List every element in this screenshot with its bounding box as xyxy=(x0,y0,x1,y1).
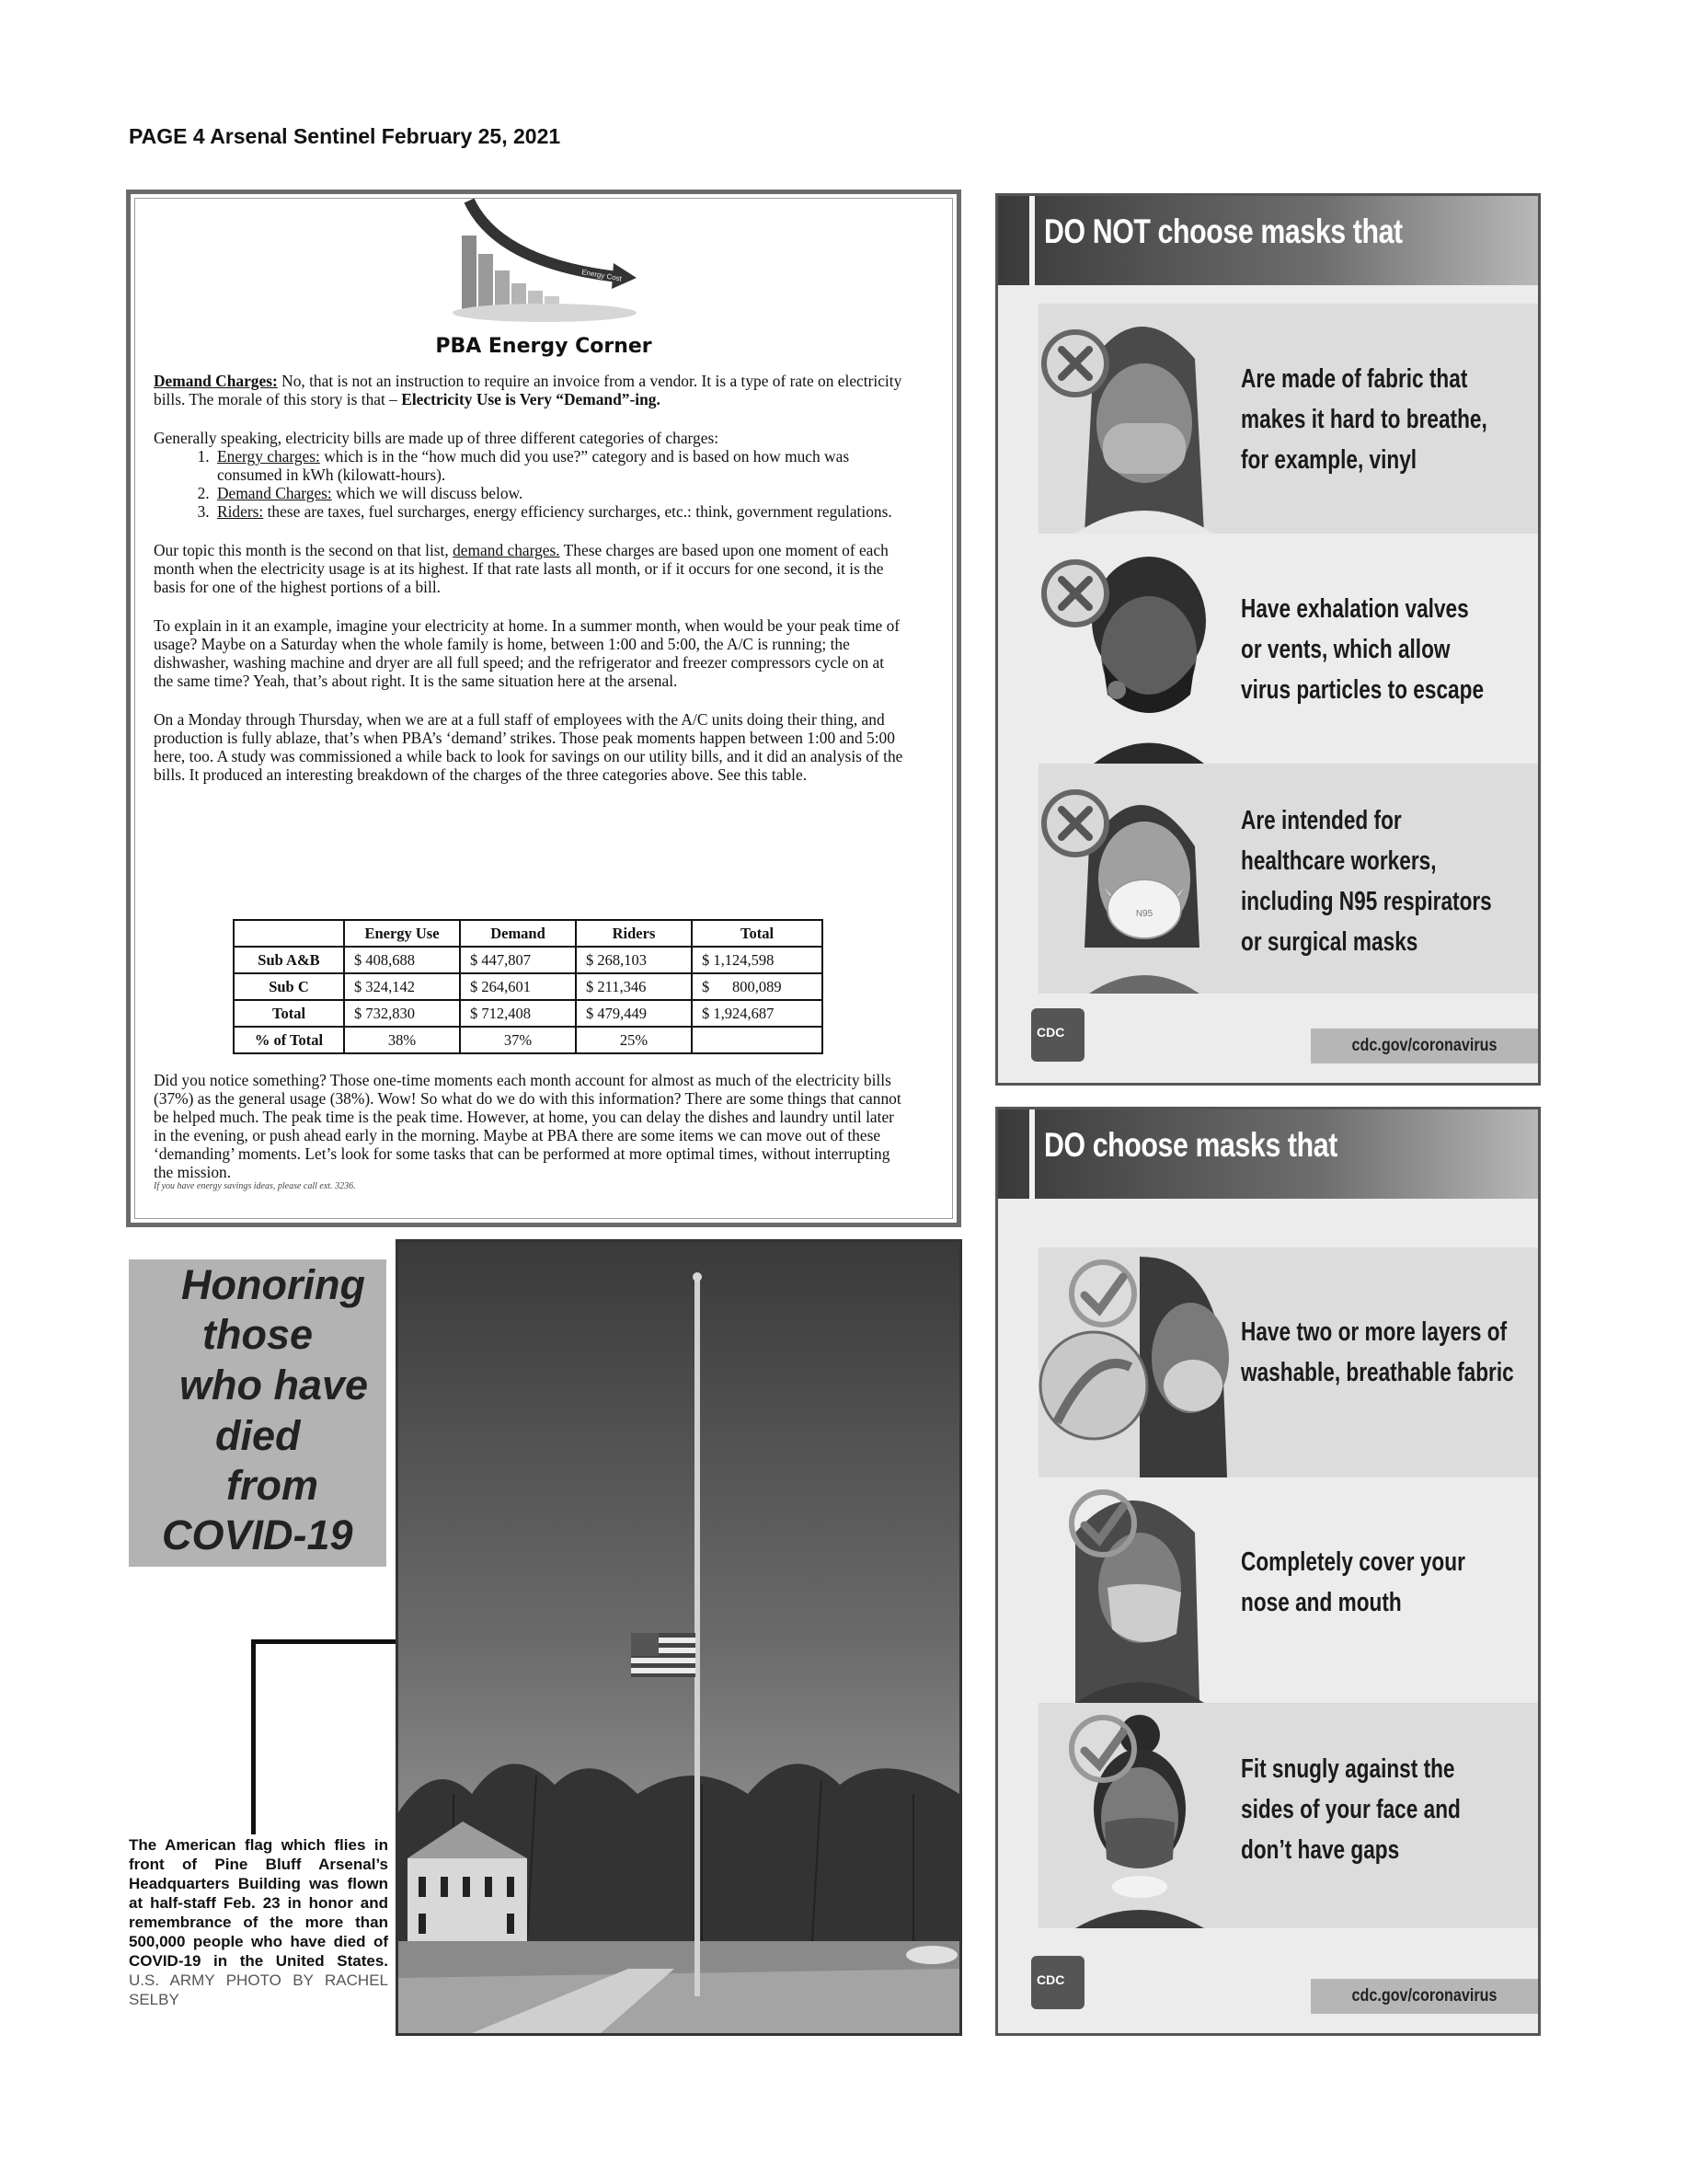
x-mark-icon xyxy=(1039,787,1112,860)
poster-item-text xyxy=(1241,1749,1461,1870)
poster-item-line: makes it hard to breathe, xyxy=(1241,405,1487,434)
charges-table xyxy=(233,919,823,1054)
table-row-header: Total xyxy=(234,1000,344,1027)
caption-connector xyxy=(251,1639,256,1834)
poster-item-text xyxy=(1241,1312,1514,1393)
poster-item-text xyxy=(1241,359,1487,480)
p3-underlined: demand charges. xyxy=(453,541,560,559)
poster-item-line: healthcare workers, xyxy=(1241,846,1437,876)
poster-row xyxy=(1039,1247,1540,1477)
cdc-logo-text: CDC xyxy=(1037,1025,1065,1040)
poster-footer-url[interactable]: cdc.gov/coronavirus xyxy=(1351,1036,1498,1055)
poster-item-line: Have two or more layers of xyxy=(1241,1317,1508,1347)
table-cell: $ 324,142 xyxy=(344,973,460,1000)
charges-list xyxy=(154,447,906,521)
list-item-lead: Riders: xyxy=(217,502,264,521)
table-cell: $ 1,124,598 xyxy=(692,947,822,973)
p3-text-a: Our topic this month is the second on that list, xyxy=(154,541,453,559)
cdc-poster-do xyxy=(995,1107,1541,2036)
x-mark-icon xyxy=(1039,327,1112,400)
poster-row xyxy=(1039,1477,1540,1703)
energy-paragraph-3 xyxy=(154,541,906,596)
american-flag xyxy=(631,1633,695,1677)
table-row xyxy=(234,973,822,1000)
demand-charges-lead: Demand Charges: xyxy=(154,372,278,390)
table-header-cell: Energy Use xyxy=(344,920,460,947)
poster-row xyxy=(1039,304,1540,534)
poster-row xyxy=(1039,764,1540,994)
poster-header xyxy=(998,1109,1538,1199)
table-header-cell: Riders xyxy=(576,920,692,947)
p3-text-b: These charges are based upon one moment of each month when the electricity usage is at its highest. If that rate lasts all month, or if it occurs for one second, it is the basis for one of the highest portions of a bill. xyxy=(154,541,889,596)
table-header-row xyxy=(234,920,822,947)
energy-corner-title: PBA Energy Corner xyxy=(435,335,652,358)
list-item-lead: Energy charges: xyxy=(217,447,320,466)
table-cell: $ 211,346 xyxy=(576,973,692,1000)
list-item xyxy=(213,447,906,484)
table-cell: $ 264,601 xyxy=(460,973,576,1000)
table-cell: 25% xyxy=(576,1027,692,1053)
table-cell: $ 479,449 xyxy=(576,1000,692,1027)
poster-item-line: or vents, which allow xyxy=(1241,635,1451,664)
poster-header-bar xyxy=(1029,1109,1035,1199)
poster-item-line: washable, breathable fabric xyxy=(1241,1358,1514,1387)
table-cell: $ 268,103 xyxy=(576,947,692,973)
poster-item-line: virus particles to escape xyxy=(1241,675,1485,705)
poster-item-line: or surgical masks xyxy=(1241,927,1418,957)
cdc-logo xyxy=(1031,1008,1084,1062)
poster-item-text xyxy=(1241,589,1484,710)
energy-cost-logo xyxy=(443,199,646,328)
poster-header-bar xyxy=(1029,196,1035,285)
x-mark-icon xyxy=(1039,557,1112,630)
table-row xyxy=(234,947,822,973)
honor-line: who have xyxy=(179,1362,369,1408)
list-item xyxy=(213,484,906,502)
table-header-cell xyxy=(234,920,344,947)
poster-header xyxy=(998,196,1538,285)
poster-footer-bar xyxy=(1311,1029,1538,1063)
energy-body xyxy=(154,372,906,804)
list-item-text: which we will discuss below. xyxy=(331,484,523,502)
p1-text: No, that is not an instruction to require an invoice from a vendor. It is a type of rate on electricity bills. The morale of this story is that – xyxy=(154,372,902,408)
energy-paragraph-4: To explain in it an example, imagine your electricity at home. In a summer month, when would be your peak time of usage? Maybe on a Saturday when the whole family is home, between 1:00 and 5:00, the A/C is running; the dishwasher, washing machine and dryer are all full speed; and the refrigerator and freezer compressors cycle on at the same time? Yeah, that’s about right. It is the same situation here at the arsenal. xyxy=(154,616,901,690)
poster-row xyxy=(1039,534,1540,764)
table-cell xyxy=(692,1027,822,1053)
table-header-cell: Demand xyxy=(460,920,576,947)
table-cell: 38% xyxy=(344,1027,460,1053)
list-item xyxy=(213,502,906,521)
table-row-header: Sub A&B xyxy=(234,947,344,973)
table-row-header: % of Total xyxy=(234,1027,344,1053)
poster-item-line: sides of your face and xyxy=(1241,1795,1461,1824)
poster-item-line: nose and mouth xyxy=(1241,1588,1402,1617)
energy-paragraph-6: Did you notice something? Those one-time moments each month account for almost as much of the electricity bills (37%) as the general usage (38%). Wow! So what do we do with this information? There are some things that cannot be helped much. The peak time is the peak time. However, at home, you can delay the dishes and laundry until later in the evening, or push ahead early in the morning. Maybe at PBA there are some items we can move out of these ‘demanding’ moments. Let’s look for some tasks that can be performed at more optimal times, without interrupting the mission. xyxy=(154,1071,901,1181)
cdc-logo xyxy=(1031,1956,1084,2009)
poster-item-text xyxy=(1241,800,1492,962)
list-item-lead: Demand Charges: xyxy=(217,484,332,502)
caption-text: The American flag which flies in front of Pine Bluff Arsenal’s Headquarters Building was flown at half-staff Feb. 23 in honor and remembrance of the more than 500,000 people who have died of COVID-19 in the United States. xyxy=(129,1836,388,1970)
energy-corner-article xyxy=(126,190,961,1227)
honor-line: COVID-19 xyxy=(162,1512,353,1558)
table-cell: $ 712,408 xyxy=(460,1000,576,1027)
poster-title: DO NOT choose masks that xyxy=(1044,213,1403,250)
poster-item-line: Fit snugly against the xyxy=(1241,1754,1455,1784)
honor-line: those xyxy=(202,1311,314,1358)
p1-bold: Electricity Use is Very “Demand”-ing. xyxy=(401,390,660,408)
energy-paragraph-2: Generally speaking, electricity bills are made up of three different categories of charges: xyxy=(154,429,719,447)
honor-line: Honoring xyxy=(181,1261,365,1308)
table-cell: 37% xyxy=(460,1027,576,1053)
photo-caption xyxy=(129,1835,388,2009)
cdc-logo-text: CDC xyxy=(1037,1972,1065,1987)
energy-paragraph-1 xyxy=(154,372,906,408)
poster-title: DO choose masks that xyxy=(1044,1126,1337,1164)
poster-item-line: for example, vinyl xyxy=(1241,445,1417,475)
flag-photo xyxy=(396,1239,962,2036)
poster-item-line: Have exhalation valves xyxy=(1241,594,1469,624)
table-cell: $ 732,830 xyxy=(344,1000,460,1027)
caption-connector xyxy=(251,1639,396,1644)
table-header-cell: Total xyxy=(692,920,822,947)
table-row-header: Sub C xyxy=(234,973,344,1000)
poster-footer-bar xyxy=(1311,1979,1538,2014)
poster-item-line: don’t have gaps xyxy=(1241,1835,1400,1865)
poster-item-text xyxy=(1241,1542,1465,1623)
table-cell: $ 800,089 xyxy=(692,973,822,1000)
honoring-box xyxy=(129,1259,386,1567)
table-cell: $ 447,807 xyxy=(460,947,576,973)
poster-item-line: Are intended for xyxy=(1241,806,1402,835)
energy-inner-frame xyxy=(134,198,953,1219)
honor-line: from xyxy=(226,1462,318,1509)
energy-cost-logo-label: Energy Cost xyxy=(580,268,623,283)
check-mark-icon xyxy=(1066,1257,1140,1330)
cdc-poster-do-not xyxy=(995,193,1541,1086)
energy-paragraph-5: On a Monday through Thursday, when we are at a full staff of employees with the A/C units doing their thing, and production is fully ablaze, that’s when PBA’s ‘demand’ strikes. Those peak moments happen between 1:00 and 5:00 here, too. A study was commissioned a while back to look for savings on our utility bills, and it did an analysis of the bills. It produced an interesting breakdown of the charges of the three categories above. See this table. xyxy=(154,710,903,784)
energy-footnote: If you have energy savings ideas, please call ext. 3236. xyxy=(154,1181,356,1191)
poster-row xyxy=(1039,1703,1540,1928)
table-cell: $ 408,688 xyxy=(344,947,460,973)
poster-item-line: Completely cover your xyxy=(1241,1547,1465,1577)
table-cell: $ 1,924,687 xyxy=(692,1000,822,1027)
energy-body-conclusion xyxy=(154,1071,906,1192)
n95-mask-label: N95 xyxy=(1135,909,1153,919)
poster-item-line: including N95 respirators xyxy=(1241,887,1492,916)
honor-line: died xyxy=(215,1412,301,1459)
check-mark-icon xyxy=(1066,1712,1140,1786)
list-item-text: these are taxes, fuel surcharges, energy efficiency surcharges, etc.: think, government regulations. xyxy=(263,502,892,521)
table-row xyxy=(234,1000,822,1027)
list-item-text: which is in the “how much did you use?” category and is based on how much was consumed in kWh (kilowatt-hours). xyxy=(217,447,850,484)
page-header: PAGE 4 Arsenal Sentinel February 25, 2021 xyxy=(129,124,561,148)
poster-item-line: Are made of fabric that xyxy=(1241,364,1468,394)
photo-credit: U.S. ARMY PHOTO BY RACHEL SELBY xyxy=(129,1971,388,2008)
table-row xyxy=(234,1027,822,1053)
check-mark-icon xyxy=(1066,1487,1140,1560)
poster-footer-url[interactable]: cdc.gov/coronavirus xyxy=(1351,1986,1498,2006)
